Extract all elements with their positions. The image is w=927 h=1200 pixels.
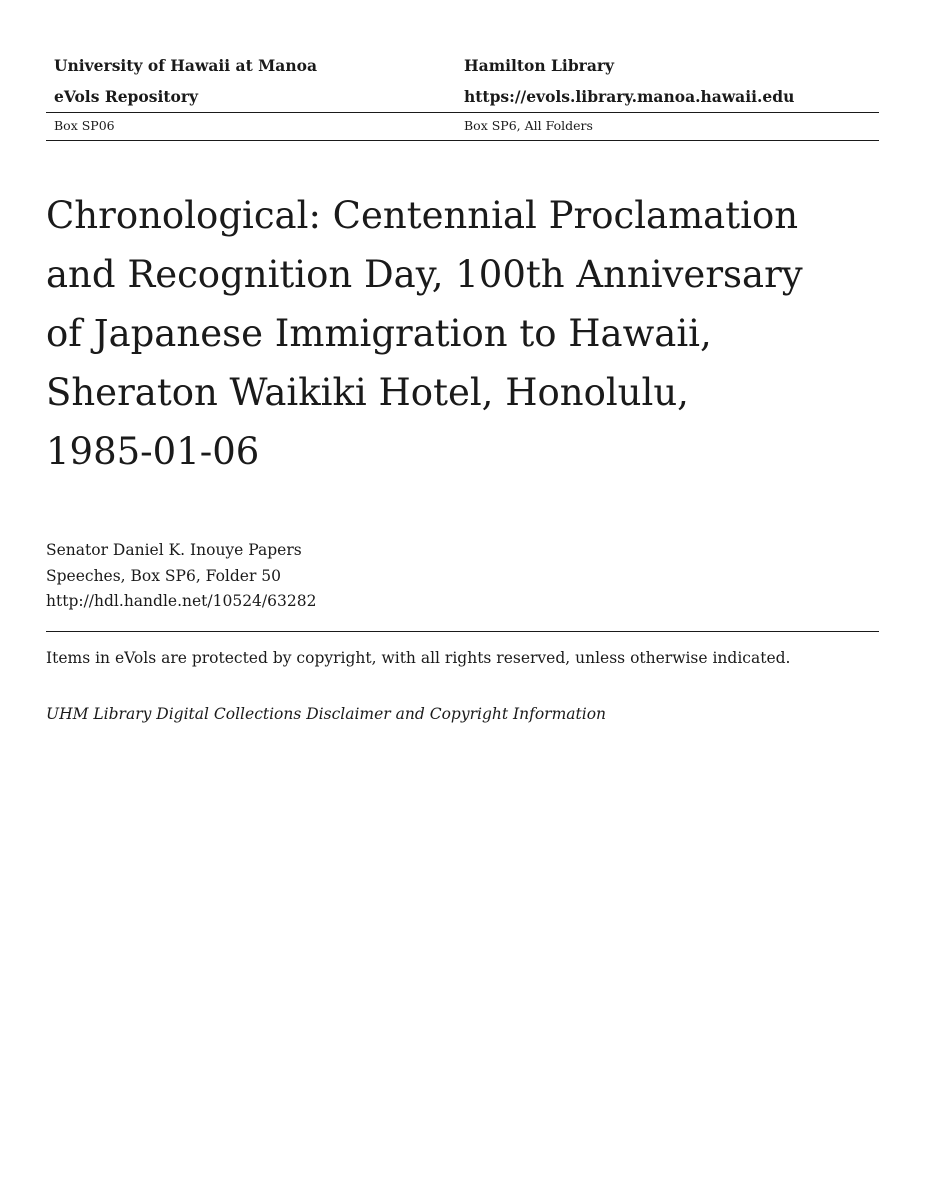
repository-name: eVols Repository — [54, 87, 199, 106]
handle-link[interactable]: http://hdl.handle.net/10524/63282 — [46, 592, 317, 610]
disclaimer-link[interactable]: UHM Library Digital Collections Disclaimer and Copyright Information — [46, 705, 607, 723]
header-row-3 — [46, 113, 879, 140]
header-row-1 — [46, 50, 879, 81]
header-row-2 — [46, 81, 879, 112]
document-header — [46, 50, 879, 141]
collection-name: Senator Daniel K. Inouye Papers — [46, 541, 302, 559]
folder-location: Speeches, Box SP6, Folder 50 — [46, 566, 282, 585]
copyright-notice: Items in eVols are protected by copyright, with all rights reserved, unless otherwise indicated. — [46, 649, 791, 667]
repository-url[interactable]: https://evols.library.manoa.hawaii.edu — [464, 87, 795, 106]
library-name: Hamilton Library — [464, 56, 615, 75]
footer-divider — [46, 631, 879, 632]
box-id: Box SP06 — [54, 118, 115, 133]
box-folders: Box SP6, All Folders — [464, 118, 593, 133]
document-title: Chronological: Centennial Proclamation and Recognition Day, 100th Anniversary of Japanese Immigration to Hawaii, Sheraton Waikiki Hotel, Honolulu, 1985-01-06 — [46, 194, 803, 473]
document-metadata — [46, 538, 316, 615]
institution-name: University of Hawaii at Manoa — [54, 56, 317, 75]
header-rule-bottom — [46, 140, 879, 141]
